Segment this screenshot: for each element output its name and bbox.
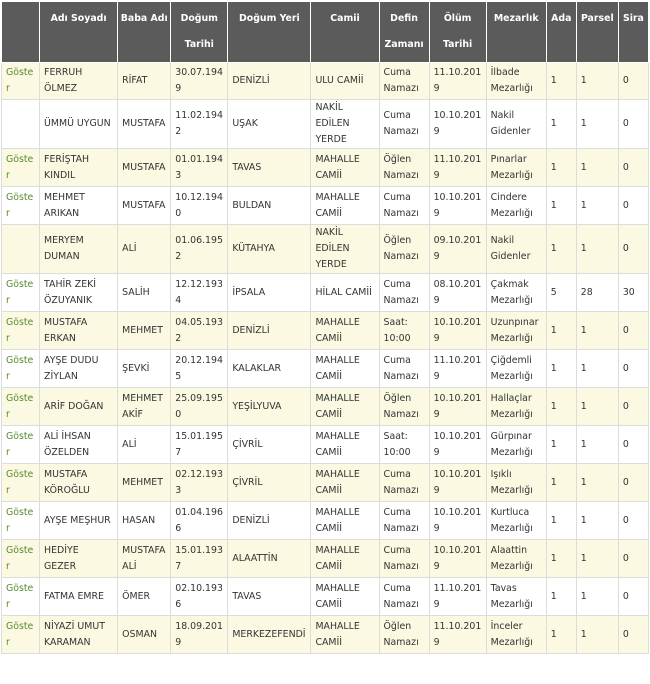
birth-date-cell: 10.12.1940 — [171, 187, 228, 225]
ada-cell: 5 — [546, 274, 576, 312]
death-date-cell: 11.10.2019 — [429, 350, 486, 388]
parsel-cell: 1 — [576, 350, 618, 388]
name-cell: FERRUH ÖLMEZ — [40, 63, 118, 100]
ada-cell: 1 — [546, 578, 576, 616]
death-date-cell: 10.10.2019 — [429, 100, 486, 149]
cemetery-cell: Işıklı Mezarlığı — [486, 464, 546, 502]
ada-cell: 1 — [546, 388, 576, 426]
header-death-date — [429, 2, 486, 63]
father-cell: ALİ — [118, 426, 171, 464]
father-cell: ALİ — [118, 225, 171, 274]
header-father — [118, 2, 171, 63]
birth-place-cell: TAVAS — [228, 149, 311, 187]
header-action — [2, 2, 40, 63]
sira-cell: 0 — [618, 63, 648, 100]
ada-cell: 1 — [546, 100, 576, 149]
sira-cell: 0 — [618, 312, 648, 350]
show-link[interactable]: Göster — [2, 312, 40, 350]
burial-time-cell: Öğlen Namazı — [379, 149, 429, 187]
father-cell: SALİH — [118, 274, 171, 312]
mosque-cell: MAHALLE CAMİİ — [311, 426, 379, 464]
death-date-cell: 10.10.2019 — [429, 388, 486, 426]
father-cell: MUSTAFA — [118, 187, 171, 225]
cemetery-cell: Hallaçlar Mezarlığı — [486, 388, 546, 426]
death-date-cell: 11.10.2019 — [429, 578, 486, 616]
header-parsel — [576, 2, 618, 63]
header-parsel-label: Parsel — [580, 13, 614, 24]
name-cell: FERİŞTAH KINDIL — [40, 149, 118, 187]
mosque-cell: MAHALLE CAMİİ — [311, 149, 379, 187]
mosque-cell: HİLAL CAMİİ — [311, 274, 379, 312]
burial-time-cell: Öğlen Namazı — [379, 616, 429, 654]
birth-place-cell: YEŞİLYUVA — [228, 388, 311, 426]
father-cell: MEHMET — [118, 312, 171, 350]
table-row — [2, 464, 649, 502]
name-cell: NİYAZİ UMUT KARAMAN — [40, 616, 118, 654]
name-cell: ÜMMÜ UYGUN — [40, 100, 118, 149]
table-row — [2, 388, 649, 426]
birth-date-cell: 02.12.1933 — [171, 464, 228, 502]
show-link[interactable]: Göster — [2, 426, 40, 464]
parsel-cell: 1 — [576, 312, 618, 350]
table-row — [2, 502, 649, 540]
name-cell: MUSTAFA ERKAN — [40, 312, 118, 350]
sira-cell: 30 — [618, 274, 648, 312]
cemetery-cell: Pınarlar Mezarlığı — [486, 149, 546, 187]
show-link[interactable]: Göster — [2, 149, 40, 187]
name-cell: HEDİYE GEZER — [40, 540, 118, 578]
birth-date-cell: 01.01.1943 — [171, 149, 228, 187]
birth-date-cell: 15.01.1957 — [171, 426, 228, 464]
father-cell: MEHMET — [118, 464, 171, 502]
name-cell: MERYEM DUMAN — [40, 225, 118, 274]
header-birth-date — [171, 2, 228, 63]
mosque-cell: MAHALLE CAMİİ — [311, 187, 379, 225]
death-date-cell: 10.10.2019 — [429, 187, 486, 225]
parsel-cell: 1 — [576, 225, 618, 274]
mosque-cell: MAHALLE CAMİİ — [311, 388, 379, 426]
table-row — [2, 578, 649, 616]
table-row — [2, 616, 649, 654]
header-ada-label: Ada — [551, 13, 572, 24]
cemetery-cell: Kurtluca Mezarlığı — [486, 502, 546, 540]
birth-date-cell: 04.05.1932 — [171, 312, 228, 350]
sira-cell: 0 — [618, 540, 648, 578]
burial-time-cell: Cuma Namazı — [379, 63, 429, 100]
birth-place-cell: DENİZLİ — [228, 502, 311, 540]
name-cell: ARİF DOĞAN — [40, 388, 118, 426]
birth-place-cell: ALAATTİN — [228, 540, 311, 578]
birth-place-cell: KALAKLAR — [228, 350, 311, 388]
burial-time-cell: Saat: 10:00 — [379, 312, 429, 350]
sira-cell: 0 — [618, 350, 648, 388]
header-action-label — [2, 2, 39, 6]
sira-cell: 0 — [618, 100, 648, 149]
table-row — [2, 187, 649, 225]
death-date-cell: 11.10.2019 — [429, 63, 486, 100]
burial-time-cell: Cuma Namazı — [379, 540, 429, 578]
birth-date-cell: 01.06.1952 — [171, 225, 228, 274]
parsel-cell: 1 — [576, 578, 618, 616]
burial-time-cell: Öğlen Namazı — [379, 225, 429, 274]
cemetery-cell: Tavas Mezarlığı — [486, 578, 546, 616]
table-row — [2, 63, 649, 100]
table-row — [2, 274, 649, 312]
header-burial-time-label: Defin Zamanı — [384, 13, 424, 50]
mosque-cell: NAKİL EDİLEN YERDE — [311, 225, 379, 274]
ada-cell: 1 — [546, 63, 576, 100]
birth-date-cell: 12.12.1934 — [171, 274, 228, 312]
burial-time-cell: Cuma Namazı — [379, 274, 429, 312]
parsel-cell: 1 — [576, 464, 618, 502]
mosque-cell: MAHALLE CAMİİ — [311, 502, 379, 540]
header-father-label: Baba Adı — [120, 13, 168, 24]
birth-date-cell: 11.02.1942 — [171, 100, 228, 149]
cemetery-cell: Çiğdemli Mezarlığı — [486, 350, 546, 388]
father-cell: MEHMET AKİF — [118, 388, 171, 426]
burial-time-cell: Cuma Namazı — [379, 350, 429, 388]
show-link — [2, 100, 40, 149]
burial-time-cell: Öğlen Namazı — [379, 388, 429, 426]
death-date-cell: 10.10.2019 — [429, 540, 486, 578]
name-cell: AYŞE DUDU ZİYLAN — [40, 350, 118, 388]
cemetery-cell: İlbade Mezarlığı — [486, 63, 546, 100]
sira-cell: 0 — [618, 464, 648, 502]
name-cell: MEHMET ARIKAN — [40, 187, 118, 225]
birth-place-cell: İPSALA — [228, 274, 311, 312]
burial-time-cell: Cuma Namazı — [379, 578, 429, 616]
birth-date-cell: 18.09.2019 — [171, 616, 228, 654]
show-link[interactable]: Göster — [2, 540, 40, 578]
header-death-date-label: Ölüm Tarihi — [443, 13, 473, 50]
sira-cell: 0 — [618, 426, 648, 464]
mosque-cell: MAHALLE CAMİİ — [311, 312, 379, 350]
cemetery-cell: Alaattin Mezarlığı — [486, 540, 546, 578]
birth-place-cell: BULDAN — [228, 187, 311, 225]
ada-cell: 1 — [546, 464, 576, 502]
father-cell: MUSTAFA — [118, 100, 171, 149]
death-date-cell: 10.10.2019 — [429, 464, 486, 502]
death-date-cell: 10.10.2019 — [429, 502, 486, 540]
show-link — [2, 225, 40, 274]
sira-cell: 0 — [618, 388, 648, 426]
ada-cell: 1 — [546, 540, 576, 578]
show-link[interactable]: Göster — [2, 388, 40, 426]
sira-cell: 0 — [618, 616, 648, 654]
birth-place-cell: DENİZLİ — [228, 312, 311, 350]
ada-cell: 1 — [546, 149, 576, 187]
burial-records-table — [1, 1, 649, 654]
table-row — [2, 225, 649, 274]
mosque-cell: MAHALLE CAMİİ — [311, 350, 379, 388]
mosque-cell: MAHALLE CAMİİ — [311, 540, 379, 578]
birth-place-cell: UŞAK — [228, 100, 311, 149]
father-cell: OSMAN — [118, 616, 171, 654]
cemetery-cell: Çakmak Mezarlığı — [486, 274, 546, 312]
ada-cell: 1 — [546, 312, 576, 350]
parsel-cell: 1 — [576, 149, 618, 187]
birth-date-cell: 01.04.1966 — [171, 502, 228, 540]
birth-place-cell: ÇİVRİL — [228, 464, 311, 502]
sira-cell: 0 — [618, 149, 648, 187]
birth-date-cell: 25.09.1950 — [171, 388, 228, 426]
burial-time-cell: Saat: 10:00 — [379, 426, 429, 464]
birth-date-cell: 20.12.1945 — [171, 350, 228, 388]
death-date-cell: 08.10.2019 — [429, 274, 486, 312]
mosque-cell: ULU CAMİİ — [311, 63, 379, 100]
header-birth-place — [228, 2, 311, 63]
parsel-cell: 1 — [576, 502, 618, 540]
father-cell: MUSTAFA ALİ — [118, 540, 171, 578]
cemetery-cell: Gürpınar Mezarlığı — [486, 426, 546, 464]
death-date-cell: 10.10.2019 — [429, 426, 486, 464]
sira-cell: 0 — [618, 187, 648, 225]
birth-place-cell: ÇİVRİL — [228, 426, 311, 464]
birth-place-cell: MERKEZEFENDİ — [228, 616, 311, 654]
table-row — [2, 149, 649, 187]
table-row — [2, 100, 649, 149]
birth-date-cell: 30.07.1949 — [171, 63, 228, 100]
burial-time-cell: Cuma Namazı — [379, 464, 429, 502]
cemetery-cell: İnceler Mezarlığı — [486, 616, 546, 654]
header-mosque — [311, 2, 379, 63]
header-cemetery — [486, 2, 546, 63]
birth-place-cell: KÜTAHYA — [228, 225, 311, 274]
mosque-cell: NAKİL EDİLEN YERDE — [311, 100, 379, 149]
mosque-cell: MAHALLE CAMİİ — [311, 578, 379, 616]
sira-cell: 0 — [618, 578, 648, 616]
header-sira-label: Sira — [622, 13, 644, 24]
show-link[interactable]: Göster — [2, 578, 40, 616]
header-name — [40, 2, 118, 63]
father-cell: RİFAT — [118, 63, 171, 100]
header-birth-date-label: Doğum Tarihi — [180, 13, 218, 50]
ada-cell: 1 — [546, 225, 576, 274]
table-row — [2, 540, 649, 578]
parsel-cell: 1 — [576, 616, 618, 654]
father-cell: ÖMER — [118, 578, 171, 616]
name-cell: TAHİR ZEKİ ÖZUYANIK — [40, 274, 118, 312]
death-date-cell: 09.10.2019 — [429, 225, 486, 274]
father-cell: MUSTAFA — [118, 149, 171, 187]
header-row — [2, 2, 649, 63]
ada-cell: 1 — [546, 350, 576, 388]
header-name-label: Adı Soyadı — [50, 13, 107, 24]
father-cell: ŞEVKİ — [118, 350, 171, 388]
header-cemetery-label: Mezarlık — [493, 13, 539, 24]
parsel-cell: 1 — [576, 187, 618, 225]
ada-cell: 1 — [546, 426, 576, 464]
burial-time-cell: Cuma Namazı — [379, 100, 429, 149]
table-body — [2, 63, 649, 654]
death-date-cell: 11.10.2019 — [429, 149, 486, 187]
show-link[interactable]: Göster — [2, 187, 40, 225]
parsel-cell: 1 — [576, 426, 618, 464]
birth-place-cell: DENİZLİ — [228, 63, 311, 100]
parsel-cell: 1 — [576, 63, 618, 100]
parsel-cell: 28 — [576, 274, 618, 312]
show-link[interactable]: Göster — [2, 502, 40, 540]
parsel-cell: 1 — [576, 388, 618, 426]
header-birth-place-label: Doğum Yeri — [238, 13, 300, 24]
show-link[interactable]: Göster — [2, 616, 40, 654]
name-cell: MUSTAFA KÖROĞLU — [40, 464, 118, 502]
parsel-cell: 1 — [576, 100, 618, 149]
cemetery-cell: Uzunpınar Mezarlığı — [486, 312, 546, 350]
cemetery-cell: Nakil Gidenler — [486, 225, 546, 274]
header-mosque-label: Camii — [330, 13, 360, 24]
sira-cell: 0 — [618, 502, 648, 540]
header-sira — [618, 2, 648, 63]
show-link[interactable]: Göster — [2, 464, 40, 502]
parsel-cell: 1 — [576, 540, 618, 578]
name-cell: AYŞE MEŞHUR — [40, 502, 118, 540]
table-row — [2, 426, 649, 464]
header-burial-time — [379, 2, 429, 63]
name-cell: ALİ İHSAN ÖZELDEN — [40, 426, 118, 464]
burial-time-cell: Cuma Namazı — [379, 187, 429, 225]
table-row — [2, 350, 649, 388]
show-link[interactable]: Göster — [2, 350, 40, 388]
father-cell: HASAN — [118, 502, 171, 540]
cemetery-cell: Cindere Mezarlığı — [486, 187, 546, 225]
ada-cell: 1 — [546, 502, 576, 540]
ada-cell: 1 — [546, 616, 576, 654]
table-row — [2, 312, 649, 350]
burial-time-cell: Cuma Namazı — [379, 502, 429, 540]
ada-cell: 1 — [546, 187, 576, 225]
death-date-cell: 11.10.2019 — [429, 616, 486, 654]
cemetery-cell: Nakil Gidenler — [486, 100, 546, 149]
show-link[interactable]: Göster — [2, 63, 40, 100]
death-date-cell: 10.10.2019 — [429, 312, 486, 350]
mosque-cell: MAHALLE CAMİİ — [311, 616, 379, 654]
birth-date-cell: 15.01.1937 — [171, 540, 228, 578]
header-ada — [546, 2, 576, 63]
sira-cell: 0 — [618, 225, 648, 274]
show-link[interactable]: Göster — [2, 274, 40, 312]
birth-place-cell: TAVAS — [228, 578, 311, 616]
mosque-cell: MAHALLE CAMİİ — [311, 464, 379, 502]
birth-date-cell: 02.10.1936 — [171, 578, 228, 616]
name-cell: FATMA EMRE — [40, 578, 118, 616]
